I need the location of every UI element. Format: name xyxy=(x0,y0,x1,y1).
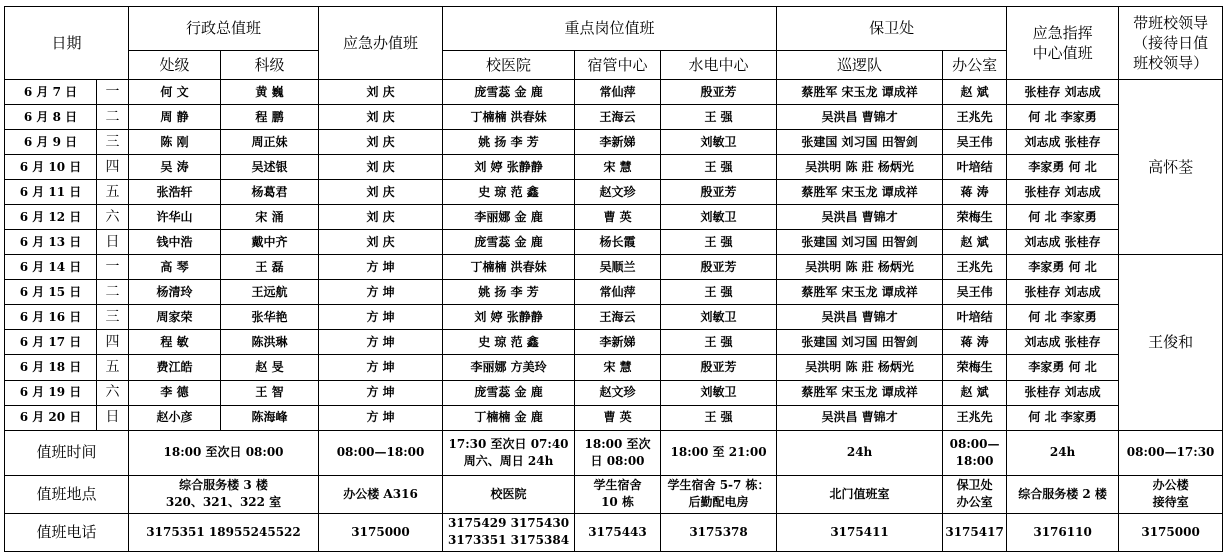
utility-cell: 殷亚芳 xyxy=(661,80,777,105)
dorm-cell: 曹 英 xyxy=(575,205,661,230)
table-row xyxy=(5,305,1223,330)
date-cell: 6 月 13 日 xyxy=(5,230,97,255)
weekday-cell: 一 xyxy=(97,80,129,105)
duty-schedule-table xyxy=(4,6,1223,552)
chu-cell: 赵小彦 xyxy=(129,405,221,430)
office-cell: 赵 斌 xyxy=(943,80,1007,105)
utility-cell: 王 强 xyxy=(661,230,777,255)
weekday-cell: 三 xyxy=(97,305,129,330)
chu-cell: 杨清玲 xyxy=(129,280,221,305)
patrol-cell: 蔡胜军 宋玉龙 谭成祥 xyxy=(777,380,943,405)
date-cell: 6 月 15 日 xyxy=(5,280,97,305)
emergency-cell: 刘 庆 xyxy=(319,130,443,155)
command-cell: 李家勇 何 北 xyxy=(1007,255,1119,280)
hospital-cell: 丁楠楠 洪春妹 xyxy=(443,105,575,130)
duty-phone-label: 值班电话 xyxy=(5,513,129,551)
table-row xyxy=(5,130,1223,155)
patrol-cell: 吴洪昌 曹锦才 xyxy=(777,105,943,130)
emergency-cell: 刘 庆 xyxy=(319,80,443,105)
subheader-patrol: 巡逻队 xyxy=(777,51,943,80)
office-cell: 赵 斌 xyxy=(943,380,1007,405)
ke-cell: 杨葛君 xyxy=(221,180,319,205)
header-date: 日期 xyxy=(5,7,129,80)
dorm-cell: 王海云 xyxy=(575,305,661,330)
duty-place-dorm: 学生宿舍 10 栋 xyxy=(575,475,661,513)
subheader-ke: 科级 xyxy=(221,51,319,80)
hospital-cell: 庞雪蕊 金 鹿 xyxy=(443,230,575,255)
command-cell: 刘志成 张桂存 xyxy=(1007,330,1119,355)
duty-time-emergency: 08:00—18:00 xyxy=(319,430,443,475)
subheader-office: 办公室 xyxy=(943,51,1007,80)
duty-time-label: 值班时间 xyxy=(5,430,129,475)
chu-cell: 程 敏 xyxy=(129,330,221,355)
ke-cell: 宋 涌 xyxy=(221,205,319,230)
duty-time-command: 24h xyxy=(1007,430,1119,475)
hospital-cell: 丁楠楠 洪春妹 xyxy=(443,255,575,280)
ke-cell: 赵 旻 xyxy=(221,355,319,380)
chu-cell: 张浩轩 xyxy=(129,180,221,205)
command-cell: 张桂存 刘志成 xyxy=(1007,380,1119,405)
duty-phone-office: 3175417 xyxy=(943,513,1007,551)
duty-time-leader: 08:00—17:30 xyxy=(1119,430,1223,475)
table-footer xyxy=(5,430,1223,551)
weekday-cell: 六 xyxy=(97,205,129,230)
date-cell: 6 月 8 日 xyxy=(5,105,97,130)
table-row xyxy=(5,405,1223,430)
weekday-cell: 二 xyxy=(97,280,129,305)
table-row xyxy=(5,230,1223,255)
hospital-cell: 姚 扬 李 芳 xyxy=(443,130,575,155)
date-cell: 6 月 9 日 xyxy=(5,130,97,155)
hospital-cell: 丁楠楠 金 鹿 xyxy=(443,405,575,430)
emergency-cell: 方 坤 xyxy=(319,330,443,355)
chu-cell: 何 文 xyxy=(129,80,221,105)
utility-cell: 刘敏卫 xyxy=(661,380,777,405)
date-cell: 6 月 7 日 xyxy=(5,80,97,105)
dorm-cell: 宋 慧 xyxy=(575,355,661,380)
table-row xyxy=(5,180,1223,205)
utility-cell: 殷亚芳 xyxy=(661,180,777,205)
office-cell: 荣梅生 xyxy=(943,205,1007,230)
table-row xyxy=(5,155,1223,180)
duty-time-hospital: 17:30 至次日 07:40 周六、周日 24h xyxy=(443,430,575,475)
emergency-cell: 刘 庆 xyxy=(319,205,443,230)
ke-cell: 周正妹 xyxy=(221,130,319,155)
hospital-cell: 庞雪蕊 金 鹿 xyxy=(443,380,575,405)
hospital-cell: 姚 扬 李 芳 xyxy=(443,280,575,305)
duty-phone-admin: 3175351 18955245522 xyxy=(129,513,319,551)
ke-cell: 陈洪琳 xyxy=(221,330,319,355)
duty-place-leader: 办公楼 接待室 xyxy=(1119,475,1223,513)
utility-cell: 殷亚芳 xyxy=(661,355,777,380)
patrol-cell: 吴洪明 陈 莊 杨炳光 xyxy=(777,255,943,280)
emergency-cell: 方 坤 xyxy=(319,280,443,305)
hospital-cell: 庞雪蕊 金 鹿 xyxy=(443,80,575,105)
duty-phone-dorm: 3175443 xyxy=(575,513,661,551)
header-leader: 带班校领导 （接待日值 班校领导） xyxy=(1119,7,1223,80)
leader-cell: 王俊和 xyxy=(1119,255,1223,430)
header-command-center: 应急指挥 中心值班 xyxy=(1007,7,1119,80)
office-cell: 王兆先 xyxy=(943,255,1007,280)
duty-time-office: 08:00— 18:00 xyxy=(943,430,1007,475)
chu-cell: 费江皓 xyxy=(129,355,221,380)
command-cell: 何 北 李家勇 xyxy=(1007,105,1119,130)
duty-place-office: 保卫处 办公室 xyxy=(943,475,1007,513)
duty-time-admin: 18:00 至次日 08:00 xyxy=(129,430,319,475)
emergency-cell: 方 坤 xyxy=(319,255,443,280)
duty-time-utility: 18:00 至 21:00 xyxy=(661,430,777,475)
duty-place-utility: 学生宿舍 5-7 栋： 后勤配电房 xyxy=(661,475,777,513)
utility-cell: 王 强 xyxy=(661,155,777,180)
ke-cell: 王 智 xyxy=(221,380,319,405)
duty-place-emergency: 办公楼 A316 xyxy=(319,475,443,513)
patrol-cell: 吴洪明 陈 莊 杨炳光 xyxy=(777,355,943,380)
weekday-cell: 日 xyxy=(97,230,129,255)
ke-cell: 程 鹏 xyxy=(221,105,319,130)
office-cell: 赵 斌 xyxy=(943,230,1007,255)
chu-cell: 钱中浩 xyxy=(129,230,221,255)
command-cell: 张桂存 刘志成 xyxy=(1007,180,1119,205)
duty-phone-emergency: 3175000 xyxy=(319,513,443,551)
patrol-cell: 吴洪昌 曹锦才 xyxy=(777,305,943,330)
date-cell: 6 月 18 日 xyxy=(5,355,97,380)
ke-cell: 戴中齐 xyxy=(221,230,319,255)
command-cell: 何 北 李家勇 xyxy=(1007,305,1119,330)
ke-cell: 张华艳 xyxy=(221,305,319,330)
header-security: 保卫处 xyxy=(777,7,1007,51)
command-cell: 何 北 李家勇 xyxy=(1007,205,1119,230)
office-cell: 王兆先 xyxy=(943,405,1007,430)
ke-cell: 王 磊 xyxy=(221,255,319,280)
chu-cell: 许华山 xyxy=(129,205,221,230)
duty-time-dorm: 18:00 至次 日 08:00 xyxy=(575,430,661,475)
hospital-cell: 史 琼 范 鑫 xyxy=(443,180,575,205)
weekday-cell: 五 xyxy=(97,355,129,380)
patrol-cell: 吴洪明 陈 莊 杨炳光 xyxy=(777,155,943,180)
table-row xyxy=(5,330,1223,355)
header-emergency-office: 应急办值班 xyxy=(319,7,443,80)
duty-phone-utility: 3175378 xyxy=(661,513,777,551)
chu-cell: 陈 刚 xyxy=(129,130,221,155)
dorm-cell: 赵文珍 xyxy=(575,180,661,205)
dorm-cell: 赵文珍 xyxy=(575,380,661,405)
weekday-cell: 三 xyxy=(97,130,129,155)
weekday-cell: 一 xyxy=(97,255,129,280)
date-cell: 6 月 14 日 xyxy=(5,255,97,280)
dorm-cell: 常仙萍 xyxy=(575,280,661,305)
command-cell: 何 北 李家勇 xyxy=(1007,405,1119,430)
office-cell: 吴王伟 xyxy=(943,130,1007,155)
patrol-cell: 张建国 刘习国 田智剑 xyxy=(777,130,943,155)
subheader-chu: 处级 xyxy=(129,51,221,80)
patrol-cell: 蔡胜军 宋玉龙 谭成祥 xyxy=(777,80,943,105)
office-cell: 叶培结 xyxy=(943,155,1007,180)
command-cell: 李家勇 何 北 xyxy=(1007,355,1119,380)
hospital-cell: 史 琼 范 鑫 xyxy=(443,330,575,355)
command-cell: 刘志成 张桂存 xyxy=(1007,230,1119,255)
date-cell: 6 月 17 日 xyxy=(5,330,97,355)
date-cell: 6 月 19 日 xyxy=(5,380,97,405)
emergency-cell: 刘 庆 xyxy=(319,180,443,205)
hospital-cell: 李丽娜 方美玲 xyxy=(443,355,575,380)
duty-place-command: 综合服务楼 2 楼 xyxy=(1007,475,1119,513)
date-cell: 6 月 11 日 xyxy=(5,180,97,205)
header-key-posts: 重点岗位值班 xyxy=(443,7,777,51)
patrol-cell: 蔡胜军 宋玉龙 谭成祥 xyxy=(777,180,943,205)
patrol-cell: 蔡胜军 宋玉龙 谭成祥 xyxy=(777,280,943,305)
dorm-cell: 李新娣 xyxy=(575,130,661,155)
utility-cell: 殷亚芳 xyxy=(661,255,777,280)
office-cell: 荣梅生 xyxy=(943,355,1007,380)
dorm-cell: 王海云 xyxy=(575,105,661,130)
command-cell: 李家勇 何 北 xyxy=(1007,155,1119,180)
table-row xyxy=(5,380,1223,405)
utility-cell: 王 强 xyxy=(661,330,777,355)
dorm-cell: 宋 慧 xyxy=(575,155,661,180)
hospital-cell: 刘 婷 张静静 xyxy=(443,155,575,180)
duty-phone-command: 3176110 xyxy=(1007,513,1119,551)
hospital-cell: 李丽娜 金 鹿 xyxy=(443,205,575,230)
weekday-cell: 五 xyxy=(97,180,129,205)
ke-cell: 王远航 xyxy=(221,280,319,305)
ke-cell: 陈海峰 xyxy=(221,405,319,430)
duty-place-admin: 综合服务楼 3 楼 320、321、322 室 xyxy=(129,475,319,513)
emergency-cell: 刘 庆 xyxy=(319,230,443,255)
utility-cell: 王 强 xyxy=(661,405,777,430)
patrol-cell: 吴洪昌 曹锦才 xyxy=(777,405,943,430)
emergency-cell: 方 坤 xyxy=(319,355,443,380)
table-row xyxy=(5,355,1223,380)
office-cell: 吴王伟 xyxy=(943,280,1007,305)
utility-cell: 刘敏卫 xyxy=(661,305,777,330)
utility-cell: 王 强 xyxy=(661,280,777,305)
dorm-cell: 李新娣 xyxy=(575,330,661,355)
duty-place-hospital: 校医院 xyxy=(443,475,575,513)
header-admin: 行政总值班 xyxy=(129,7,319,51)
command-cell: 张桂存 刘志成 xyxy=(1007,80,1119,105)
date-cell: 6 月 20 日 xyxy=(5,405,97,430)
weekday-cell: 四 xyxy=(97,330,129,355)
schedule-rows xyxy=(5,80,1223,431)
subheader-hospital: 校医院 xyxy=(443,51,575,80)
duty-place-patrol: 北门值班室 xyxy=(777,475,943,513)
weekday-cell: 六 xyxy=(97,380,129,405)
date-cell: 6 月 12 日 xyxy=(5,205,97,230)
office-cell: 蒋 涛 xyxy=(943,330,1007,355)
patrol-cell: 张建国 刘习国 田智剑 xyxy=(777,230,943,255)
office-cell: 蒋 涛 xyxy=(943,180,1007,205)
table-row xyxy=(5,255,1223,280)
subheader-dorm: 宿管中心 xyxy=(575,51,661,80)
dorm-cell: 杨长霞 xyxy=(575,230,661,255)
duty-phone-patrol: 3175411 xyxy=(777,513,943,551)
duty-place-label: 值班地点 xyxy=(5,475,129,513)
table-row xyxy=(5,80,1223,105)
emergency-cell: 方 坤 xyxy=(319,305,443,330)
emergency-cell: 方 坤 xyxy=(319,405,443,430)
utility-cell: 刘敏卫 xyxy=(661,130,777,155)
emergency-cell: 刘 庆 xyxy=(319,155,443,180)
ke-cell: 黄 巍 xyxy=(221,80,319,105)
table-row xyxy=(5,205,1223,230)
patrol-cell: 吴洪昌 曹锦才 xyxy=(777,205,943,230)
chu-cell: 李 德 xyxy=(129,380,221,405)
weekday-cell: 四 xyxy=(97,155,129,180)
command-cell: 刘志成 张桂存 xyxy=(1007,130,1119,155)
subheader-utility: 水电中心 xyxy=(661,51,777,80)
chu-cell: 吴 涛 xyxy=(129,155,221,180)
duty-phone-leader: 3175000 xyxy=(1119,513,1223,551)
utility-cell: 刘敏卫 xyxy=(661,205,777,230)
command-cell: 张桂存 刘志成 xyxy=(1007,280,1119,305)
hospital-cell: 刘 婷 张静静 xyxy=(443,305,575,330)
weekday-cell: 二 xyxy=(97,105,129,130)
office-cell: 王兆先 xyxy=(943,105,1007,130)
date-cell: 6 月 10 日 xyxy=(5,155,97,180)
dorm-cell: 吴顺兰 xyxy=(575,255,661,280)
utility-cell: 王 强 xyxy=(661,105,777,130)
duty-time-patrol: 24h xyxy=(777,430,943,475)
chu-cell: 高 琴 xyxy=(129,255,221,280)
duty-phone-hospital: 3175429 3175430 3173351 3175384 xyxy=(443,513,575,551)
date-cell: 6 月 16 日 xyxy=(5,305,97,330)
patrol-cell: 张建国 刘习国 田智剑 xyxy=(777,330,943,355)
table-row xyxy=(5,280,1223,305)
emergency-cell: 方 坤 xyxy=(319,380,443,405)
leader-cell: 高怀荃 xyxy=(1119,80,1223,255)
ke-cell: 吴述银 xyxy=(221,155,319,180)
emergency-cell: 刘 庆 xyxy=(319,105,443,130)
office-cell: 叶培结 xyxy=(943,305,1007,330)
chu-cell: 周家荣 xyxy=(129,305,221,330)
dorm-cell: 常仙萍 xyxy=(575,80,661,105)
table-body xyxy=(5,7,1223,80)
chu-cell: 周 静 xyxy=(129,105,221,130)
weekday-cell: 日 xyxy=(97,405,129,430)
table-row xyxy=(5,105,1223,130)
dorm-cell: 曹 英 xyxy=(575,405,661,430)
